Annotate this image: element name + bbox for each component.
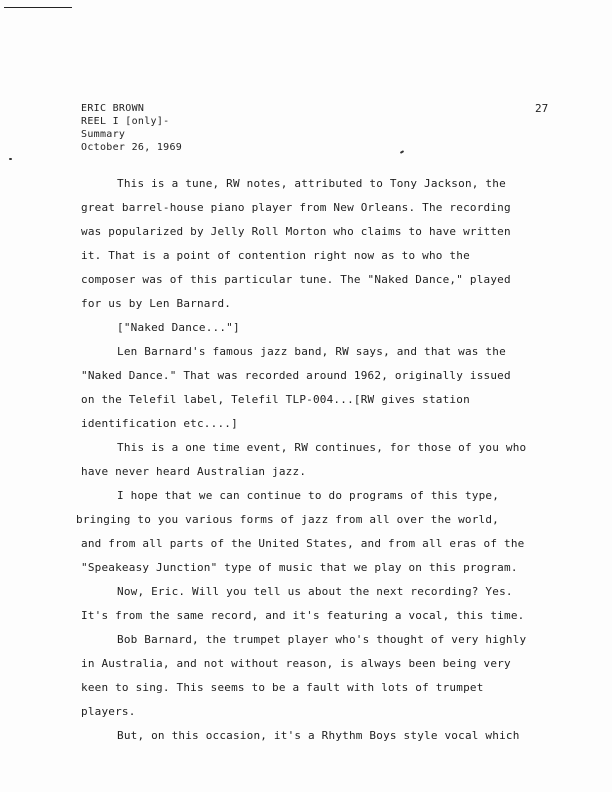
stray-mark <box>9 158 12 160</box>
top-rule <box>4 7 72 8</box>
text-line: for us by Len Barnard. <box>81 297 232 310</box>
text-line: have never heard Australian jazz. <box>81 465 307 478</box>
text-line: and from all parts of the United States, and from all eras of the <box>81 537 525 550</box>
header-type: Summary <box>81 129 126 140</box>
text-line: This is a tune, RW notes, attributed to Tony Jackson, the <box>117 177 506 190</box>
text-line: Len Barnard's famous jazz band, RW says, and that was the <box>117 345 506 358</box>
text-line: But, on this occasion, it's a Rhythm Boys style vocal which <box>117 729 520 742</box>
text-line: players. <box>81 705 136 718</box>
text-line: ["Naked Dance..."] <box>117 321 240 334</box>
header-name: ERIC BROWN <box>81 103 145 114</box>
text-line: on the Telefil label, Telefil TLP-004...[RW gives station <box>81 393 470 406</box>
text-line: composer was of this particular tune. The "Naked Dance," played <box>81 273 511 286</box>
document-header <box>81 102 182 154</box>
text-line: keen to sing. This seems to be a fault with lots of trumpet <box>81 681 484 694</box>
text-line: It's from the same record, and it's featuring a vocal, this time. <box>81 609 525 622</box>
text-line: "Speakeasy Junction" type of music that we play on this program. <box>81 561 518 574</box>
text-line: Bob Barnard, the trumpet player who's thought of very highly <box>117 633 527 646</box>
header-date: October 26, 1969 <box>81 142 183 153</box>
text-line: identification etc....] <box>81 417 238 430</box>
text-line: great barrel-house piano player from New Orleans. The recording <box>81 201 511 214</box>
text-line: I hope that we can continue to do programs of this type, <box>117 489 500 502</box>
text-line: was popularized by Jelly Roll Morton who claims to have written <box>81 225 511 238</box>
text-line: This is a one time event, RW continues, for those of you who <box>117 441 527 454</box>
text-line: in Australia, and not without reason, is always been being very <box>81 657 511 670</box>
text-line: it. That is a point of contention right now as to who the <box>81 249 470 262</box>
page-number: 27 <box>535 102 549 115</box>
text-line: Now, Eric. Will you tell us about the next recording? Yes. <box>117 585 513 598</box>
text-line: "Naked Dance." That was recorded around 1962, originally issued <box>81 369 511 382</box>
text-line: bringing to you various forms of jazz from all over the world, <box>76 513 499 526</box>
stray-mark <box>400 150 404 154</box>
header-reel: REEL I [only]- <box>81 116 170 127</box>
